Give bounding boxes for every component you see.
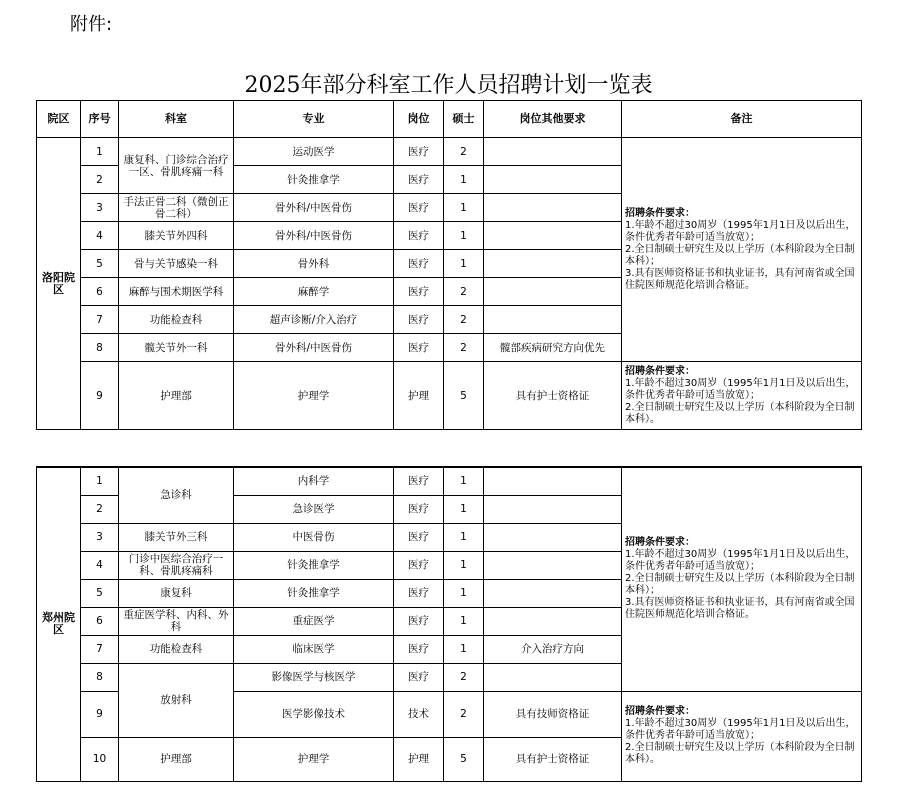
post-cell: 医疗 — [394, 607, 444, 635]
master-cell: 2 — [444, 691, 484, 737]
post-cell: 医疗 — [394, 663, 444, 691]
major-cell: 中医骨伤 — [234, 523, 394, 551]
table-row — [37, 138, 862, 166]
post-cell: 技术 — [394, 691, 444, 737]
master-cell: 2 — [444, 334, 484, 362]
dept-cell: 康复科 — [119, 579, 234, 607]
row-no: 5 — [81, 579, 119, 607]
post-cell: 医疗 — [394, 523, 444, 551]
req-cell — [484, 166, 622, 194]
row-no: 1 — [81, 138, 119, 166]
req-cell: 具有技师资格证 — [484, 691, 622, 737]
note-line: 1.年龄不超过30周岁（1995年1月1日及以后出生，条件优秀者年龄可适当放宽）； — [625, 377, 856, 401]
master-cell: 1 — [444, 523, 484, 551]
post-cell: 医疗 — [394, 306, 444, 334]
post-cell: 医疗 — [394, 166, 444, 194]
dept-cell: 重症医学科、内科、外科 — [119, 607, 234, 635]
row-no: 3 — [81, 194, 119, 222]
post-cell: 医疗 — [394, 334, 444, 362]
row-no: 7 — [81, 635, 119, 663]
row-no: 10 — [81, 737, 119, 781]
table-row — [37, 467, 862, 495]
row-no: 9 — [81, 691, 119, 737]
note-line: 2.全日制硕士研究生及以上学历（本科阶段为全日制本科）。 — [625, 401, 855, 425]
req-cell — [484, 222, 622, 250]
dept-cell: 功能检查科 — [119, 635, 234, 663]
note-cell — [622, 138, 862, 362]
note-line: 3.具有医师资格证书和执业证书，具有河南省或全国住院医师规范化培训合格证。 — [625, 267, 855, 291]
campus-cell: 郑州院区 — [37, 467, 81, 781]
note-head: 招聘条件要求： — [625, 537, 695, 549]
major-cell: 医学影像技术 — [234, 691, 394, 737]
master-cell: 1 — [444, 551, 484, 579]
req-cell: 具有护士资格证 — [484, 362, 622, 430]
dept-cell: 门诊中医综合治疗一科、骨肌疼痛科 — [119, 551, 234, 579]
luoyang-table — [36, 100, 862, 430]
row-no: 4 — [81, 222, 119, 250]
header-cell: 院区 — [37, 101, 81, 138]
dept-cell: 髋关节外一科 — [119, 334, 234, 362]
note-cell — [622, 691, 862, 781]
note-line: 2.全日制硕士研究生及以上学历（本科阶段为全日制本科）； — [625, 243, 855, 267]
major-cell: 内科学 — [234, 467, 394, 495]
header-row — [37, 101, 862, 138]
major-cell: 针灸推拿学 — [234, 166, 394, 194]
post-cell: 医疗 — [394, 467, 444, 495]
post-cell: 护理 — [394, 362, 444, 430]
req-cell: 具有护士资格证 — [484, 737, 622, 781]
note-line: 1.年龄不超过30周岁（1995年1月1日及以后出生，条件优秀者年龄可适当放宽）； — [625, 219, 856, 243]
req-cell — [484, 250, 622, 278]
post-cell: 医疗 — [394, 250, 444, 278]
dept-cell: 功能检查科 — [119, 306, 234, 334]
master-cell: 1 — [444, 250, 484, 278]
header-cell: 硕士 — [444, 101, 484, 138]
post-cell: 医疗 — [394, 222, 444, 250]
master-cell: 5 — [444, 737, 484, 781]
post-cell: 医疗 — [394, 138, 444, 166]
zhengzhou-table — [36, 466, 862, 782]
major-cell: 骨外科/中医骨伤 — [234, 334, 394, 362]
master-cell: 1 — [444, 222, 484, 250]
req-cell — [484, 467, 622, 495]
dept-cell: 护理部 — [119, 362, 234, 430]
req-cell: 髋部疾病研究方向优先 — [484, 334, 622, 362]
major-cell: 骨外科/中医骨伤 — [234, 222, 394, 250]
dept-cell: 骨与关节感染一科 — [119, 250, 234, 278]
major-cell: 护理学 — [234, 737, 394, 781]
note-line: 2.全日制硕士研究生及以上学历（本科阶段为全日制本科）。 — [625, 742, 855, 765]
row-no: 7 — [81, 306, 119, 334]
attachment-label: 附件: — [70, 14, 113, 35]
master-cell: 1 — [444, 635, 484, 663]
row-no: 5 — [81, 250, 119, 278]
row-no: 6 — [81, 607, 119, 635]
major-cell: 重症医学 — [234, 607, 394, 635]
major-cell: 麻醉学 — [234, 278, 394, 306]
table-row — [37, 362, 862, 430]
note-head: 招聘条件要求： — [625, 365, 695, 377]
row-no: 6 — [81, 278, 119, 306]
note-cell — [622, 362, 862, 430]
major-cell: 临床医学 — [234, 635, 394, 663]
major-cell: 急诊医学 — [234, 495, 394, 523]
major-cell: 护理学 — [234, 362, 394, 430]
row-no: 4 — [81, 551, 119, 579]
page-title: 2025年部分科室工作人员招聘计划一览表 — [244, 73, 653, 98]
master-cell: 1 — [444, 166, 484, 194]
major-cell: 运动医学 — [234, 138, 394, 166]
dept-cell: 膝关节外四科 — [119, 222, 234, 250]
major-cell: 针灸推拿学 — [234, 551, 394, 579]
dept-cell: 急诊科 — [119, 467, 234, 523]
req-cell — [484, 579, 622, 607]
note-line: 1.年龄不超过30周岁（1995年1月1日及以后出生，条件优秀者年龄可适当放宽）； — [625, 549, 856, 573]
header-cell: 专业 — [234, 101, 394, 138]
major-cell: 骨外科/中医骨伤 — [234, 194, 394, 222]
dept-cell: 膝关节外三科 — [119, 523, 234, 551]
row-no: 3 — [81, 523, 119, 551]
dept-cell: 护理部 — [119, 737, 234, 781]
header-cell: 科室 — [119, 101, 234, 138]
post-cell: 护理 — [394, 737, 444, 781]
note-line: 1.年龄不超过30周岁（1995年1月1日及以后出生，条件优秀者年龄可适当放宽）； — [625, 718, 856, 741]
master-cell: 1 — [444, 495, 484, 523]
post-cell: 医疗 — [394, 579, 444, 607]
campus-cell: 洛阳院区 — [37, 138, 81, 430]
major-cell: 超声诊断/介入治疗 — [234, 306, 394, 334]
req-cell — [484, 138, 622, 166]
note-line: 2.全日制硕士研究生及以上学历（本科阶段为全日制本科）； — [625, 573, 855, 597]
row-no: 8 — [81, 334, 119, 362]
note-cell — [622, 467, 862, 691]
header-cell: 岗位其他要求 — [484, 101, 622, 138]
dept-cell: 麻醉与围术期医学科 — [119, 278, 234, 306]
master-cell: 2 — [444, 306, 484, 334]
post-cell: 医疗 — [394, 495, 444, 523]
row-no: 1 — [81, 467, 119, 495]
req-cell: 介入治疗方向 — [484, 635, 622, 663]
master-cell: 1 — [444, 467, 484, 495]
master-cell: 2 — [444, 278, 484, 306]
req-cell — [484, 607, 622, 635]
post-cell: 医疗 — [394, 635, 444, 663]
master-cell: 1 — [444, 579, 484, 607]
row-no: 2 — [81, 495, 119, 523]
req-cell — [484, 194, 622, 222]
post-cell: 医疗 — [394, 194, 444, 222]
major-cell: 骨外科 — [234, 250, 394, 278]
master-cell: 1 — [444, 607, 484, 635]
req-cell — [484, 523, 622, 551]
note-line: 3.具有医师资格证书和执业证书，具有河南省或全国住院医师规范化培训合格证。 — [625, 597, 855, 621]
master-cell: 2 — [444, 138, 484, 166]
req-cell — [484, 663, 622, 691]
header-cell: 岗位 — [394, 101, 444, 138]
header-cell: 备注 — [622, 101, 862, 138]
note-head: 招聘条件要求： — [625, 706, 695, 717]
req-cell — [484, 306, 622, 334]
post-cell: 医疗 — [394, 278, 444, 306]
major-cell: 影像医学与核医学 — [234, 663, 394, 691]
row-no: 8 — [81, 663, 119, 691]
req-cell — [484, 495, 622, 523]
row-no: 9 — [81, 362, 119, 430]
note-head: 招聘条件要求： — [625, 207, 695, 219]
req-cell — [484, 551, 622, 579]
post-cell: 医疗 — [394, 551, 444, 579]
major-cell: 针灸推拿学 — [234, 579, 394, 607]
dept-cell: 放射科 — [119, 663, 234, 737]
header-cell: 序号 — [81, 101, 119, 138]
row-no: 2 — [81, 166, 119, 194]
master-cell: 5 — [444, 362, 484, 430]
dept-cell: 康复科、门诊综合治疗一区、骨肌疼痛一科 — [119, 138, 234, 194]
master-cell: 1 — [444, 194, 484, 222]
req-cell — [484, 278, 622, 306]
master-cell: 2 — [444, 663, 484, 691]
dept-cell: 手法正骨二科（微创正骨二科） — [119, 194, 234, 222]
